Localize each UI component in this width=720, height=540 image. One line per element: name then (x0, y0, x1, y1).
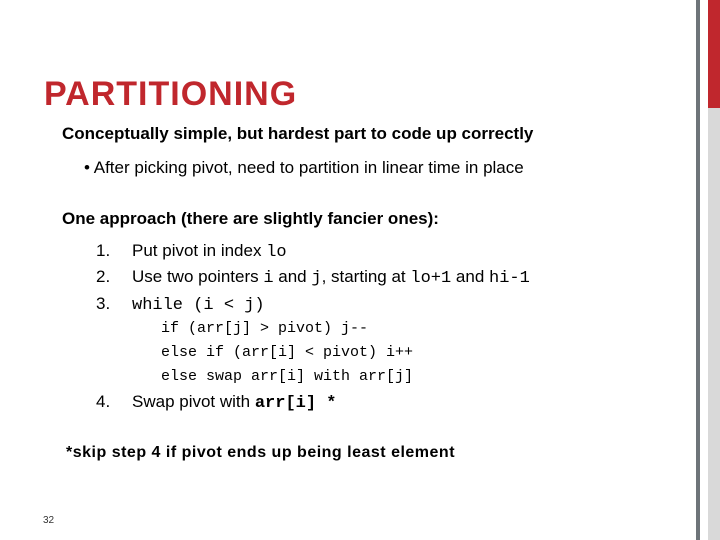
step-text: and (273, 267, 312, 286)
step-code: i (263, 269, 274, 288)
step-1 (96, 240, 287, 264)
side-bar-dark (696, 0, 700, 540)
step-number: 2. (96, 267, 111, 286)
step-code: arr[i] * (254, 394, 337, 413)
step-code: hi-1 (489, 269, 530, 288)
step-2 (96, 266, 530, 290)
footnote: *skip step 4 if pivot ends up being least element (66, 444, 456, 461)
code-line: else swap arr[i] with arr[j] (161, 368, 414, 385)
bullet-marker: • (84, 158, 90, 177)
step-text: and (451, 267, 490, 286)
sub-bullet-text: After picking pivot, need to partition in linear time in place (93, 158, 524, 177)
code-line: if (arr[j] > pivot) j-- (161, 320, 369, 337)
step-text: Use two pointers (132, 267, 264, 286)
step-number: 1. (96, 241, 111, 260)
step-code: while (i < j) (132, 296, 265, 315)
code-line: else if (arr[i] < pivot) i++ (161, 344, 414, 361)
step-text: Put pivot in index (132, 241, 267, 260)
slide-title: PARTITIONING (44, 75, 298, 113)
point-1: Conceptually simple, but hardest part to code up correctly (62, 124, 534, 143)
point-2: One approach (there are slightly fancier ones): (62, 209, 439, 228)
step-number: 3. (96, 294, 111, 313)
step-3 (96, 293, 265, 317)
step-code: j (311, 269, 322, 288)
slide-number: 32 (43, 515, 55, 526)
sub-bullet (84, 157, 524, 179)
step-text: , starting at (321, 267, 411, 286)
side-bar-gray (708, 108, 720, 540)
step-number: 4. (96, 392, 111, 411)
step-text: Swap pivot with (132, 392, 255, 411)
step-code: lo+1 (410, 269, 452, 288)
step-code: lo (266, 243, 287, 262)
side-bar-accent (708, 0, 720, 108)
step-4 (96, 391, 336, 415)
